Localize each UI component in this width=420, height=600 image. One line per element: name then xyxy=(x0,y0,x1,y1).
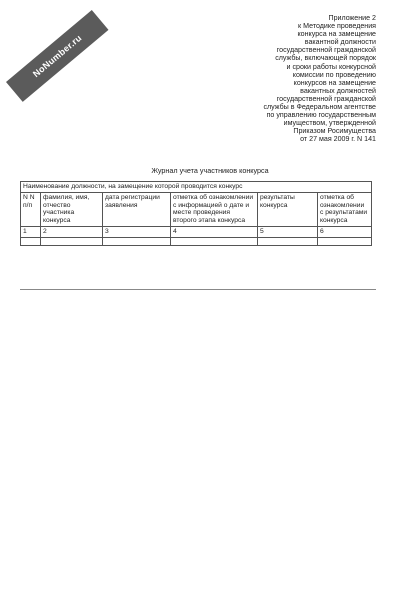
column-header-number: N N п/п xyxy=(21,192,41,226)
appendix-line: комиссии по проведению xyxy=(292,70,376,79)
appendix-line: конкурсов на замещение xyxy=(293,78,376,87)
empty-cell xyxy=(21,237,41,245)
appendix-line: конкурса на замещение xyxy=(297,30,376,39)
appendix-line: Приложение 2 xyxy=(328,14,376,22)
appendix-line: государственной гражданской xyxy=(276,94,376,103)
empty-cell xyxy=(103,237,171,245)
empty-entry-row xyxy=(21,237,372,245)
journal-table xyxy=(20,181,372,246)
appendix-line: службы в Федеральном агентстве xyxy=(263,103,376,112)
column-number: 4 xyxy=(171,226,258,237)
column-header-results: результаты конкурса xyxy=(258,192,318,226)
appendix-line: государственной гражданской xyxy=(276,46,376,55)
column-number: 3 xyxy=(103,226,171,237)
journal-title: Журнал учета участников конкурса xyxy=(151,166,269,175)
position-header-cell: Наименование должности, на замещение которой проводится конкурс xyxy=(21,182,372,193)
column-number: 2 xyxy=(41,226,103,237)
appendix-line: и сроки работы конкурсной xyxy=(286,62,376,71)
appendix-note xyxy=(176,14,376,144)
appendix-line: от 27 мая 2009 г. N 141 xyxy=(300,135,376,144)
column-number-row xyxy=(21,226,372,237)
appendix-line: Приказом Росимущества xyxy=(293,127,376,136)
position-header-row xyxy=(21,182,372,193)
column-header-participant-name: фамилия, имя, отчество участника конкурса xyxy=(41,192,103,226)
empty-cell xyxy=(258,237,318,245)
watermark-badge: NoNumber.ru xyxy=(6,10,109,102)
appendix-line: вакантных должностей xyxy=(300,86,376,95)
column-header-results-notice: отметка об ознакомлении с результатами конкурса xyxy=(318,192,372,226)
appendix-line: имуществом, утвержденной xyxy=(283,119,376,128)
appendix-line: к Методике проведения xyxy=(298,22,376,31)
appendix-line: по управлению государственным xyxy=(266,111,376,120)
column-header-row xyxy=(21,192,372,226)
empty-cell xyxy=(171,237,258,245)
column-number: 5 xyxy=(258,226,318,237)
empty-cell xyxy=(318,237,372,245)
appendix-line: вакантной должности xyxy=(304,38,376,47)
column-number: 1 xyxy=(21,226,41,237)
empty-cell xyxy=(41,237,103,245)
column-number: 6 xyxy=(318,226,372,237)
appendix-line: службы, включающей порядок xyxy=(275,54,376,63)
column-header-registration-date: дата регистрации заявления xyxy=(103,192,171,226)
column-header-stage-two-notice: отметка об ознакомлении с информацией о дате и месте проведения второго этапа конкурса xyxy=(171,192,258,226)
page-divider xyxy=(20,289,376,290)
